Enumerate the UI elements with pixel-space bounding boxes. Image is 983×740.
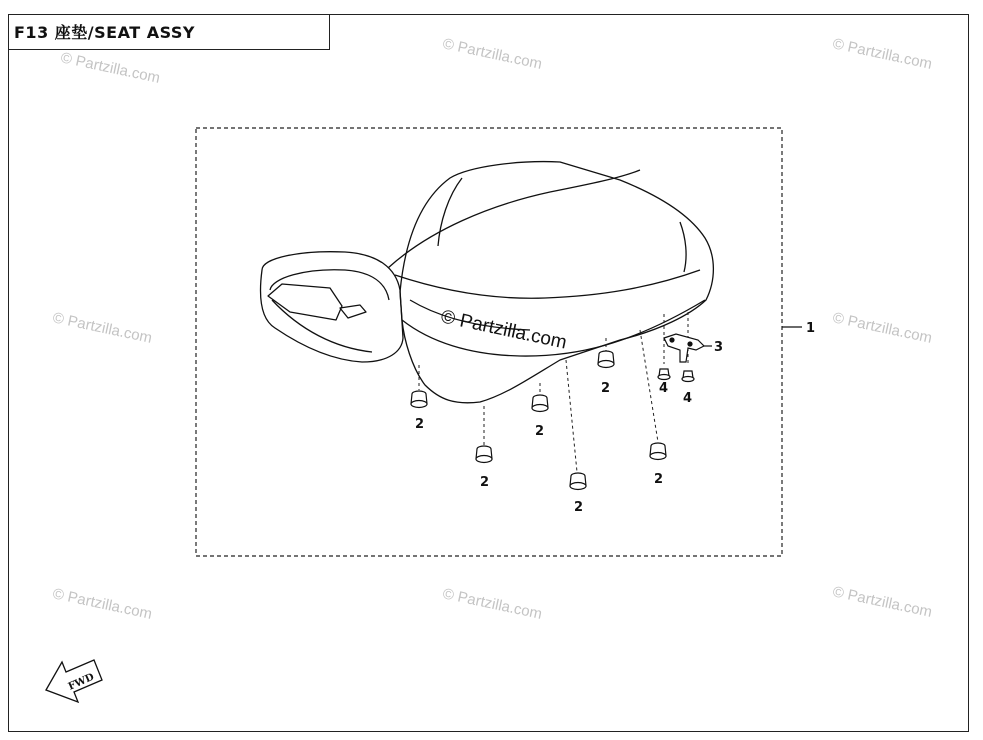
callout-assy: 1	[806, 321, 816, 336]
bumper-group	[411, 351, 669, 490]
page-title: F13 座垫/SEAT ASSY	[14, 23, 195, 42]
callout-bumper: 2	[415, 417, 425, 432]
rubber-bumper	[650, 443, 666, 460]
callout-bumper: 2	[654, 472, 664, 487]
watermark: © Partzilla.com	[441, 35, 544, 73]
callout-labels	[415, 321, 815, 515]
rubber-bumper	[411, 391, 427, 408]
watermark: © Partzilla.com	[51, 309, 154, 347]
callout-nut: 4	[683, 391, 693, 406]
callout-bumper: 2	[535, 424, 545, 439]
callout-bumper: 2	[601, 381, 611, 396]
rubber-bumper	[476, 446, 492, 463]
callout-bumper: 2	[480, 475, 490, 490]
watermark: © Partzilla.com	[59, 49, 162, 87]
flange-nut	[658, 369, 670, 380]
watermark: © Partzilla.com	[831, 35, 934, 73]
nut-group	[658, 369, 694, 382]
rubber-bumper	[532, 395, 548, 412]
fwd-arrow	[46, 660, 102, 702]
watermark: © Partzilla.com	[831, 309, 934, 347]
flange-nut	[682, 371, 694, 382]
watermark: © Partzilla.com	[831, 583, 934, 621]
callout-nut: 4	[659, 381, 669, 396]
fwd-label: FWD	[66, 671, 96, 693]
rubber-bumper	[598, 351, 614, 368]
rubber-bumper	[570, 473, 586, 490]
center-watermark: © Partzilla.com	[438, 306, 569, 354]
callout-bumper: 2	[574, 500, 584, 515]
watermark: © Partzilla.com	[441, 585, 544, 623]
latch-bracket	[664, 334, 712, 362]
callout-bracket: 3	[714, 340, 724, 355]
watermark: © Partzilla.com	[51, 585, 154, 623]
